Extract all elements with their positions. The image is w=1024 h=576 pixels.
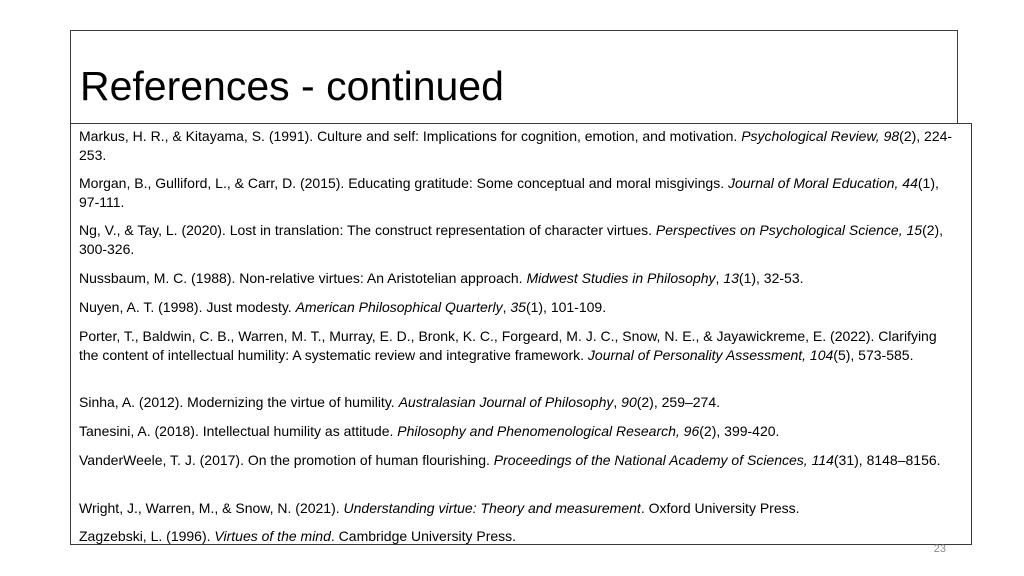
slide-number: 23 — [933, 543, 946, 555]
reference-item: Zagzebski, L. (1996). Virtues of the mind. Cambridge University Press. — [79, 528, 517, 544]
reference-item: Porter, T., Baldwin, C. B., Warren, M. T., Murray, E. D., Bronk, K. C., Forgeard, M. J. C., Snow, N. E., & Jayawickreme, E. (2022). Clarifying the content of intellectual humility: A systematic review and integrative framework. Journal of Personality Assessment, 104(5), 573-585. — [79, 328, 937, 363]
reference-item: Sinha, A. (2012). Modernizing the virtue of humility. Australasian Journal of Philosophy, 90(2), 259–274. — [79, 394, 721, 410]
slide-title: References - continued — [80, 63, 504, 109]
reference-item: Nussbaum, M. C. (1988). Non-relative virtues: An Aristotelian approach. Midwest Studies in Philosophy, 13(1), 32-53. — [79, 270, 804, 286]
title-placeholder[interactable] — [70, 30, 958, 124]
reference-item: Nuyen, A. T. (1998). Just modesty. American Philosophical Quarterly, 35(1), 101-109. — [79, 299, 607, 315]
reference-item: Markus, H. R., & Kitayama, S. (1991). Culture and self: Implications for cognition, emotion, and motivation. Psychological Review, 98(2), 224-253. — [79, 128, 953, 163]
reference-item: Ng, V., & Tay, L. (2020). Lost in translation: The construct representation of character virtues. Perspectives on Psychological Science, 15(2), 300-326. — [79, 222, 944, 257]
references-textbox[interactable] — [70, 123, 972, 545]
reference-item: Morgan, B., Gulliford, L., & Carr, D. (2015). Educating gratitude: Some conceptual and moral misgivings. Journal of Moral Education, 44(1), 97-111. — [79, 175, 939, 210]
reference-item: Tanesini, A. (2018). Intellectual humility as attitude. Philosophy and Phenomenological Research, 96(2), 399-420. — [79, 423, 780, 439]
reference-item: Wright, J., Warren, M., & Snow, N. (2021). Understanding virtue: Theory and measurement. Oxford University Press. — [79, 500, 800, 516]
reference-item: VanderWeele, T. J. (2017). On the promotion of human flourishing. Proceedings of the National Academy of Sciences, 114(31), 8148–8156. — [79, 452, 941, 468]
